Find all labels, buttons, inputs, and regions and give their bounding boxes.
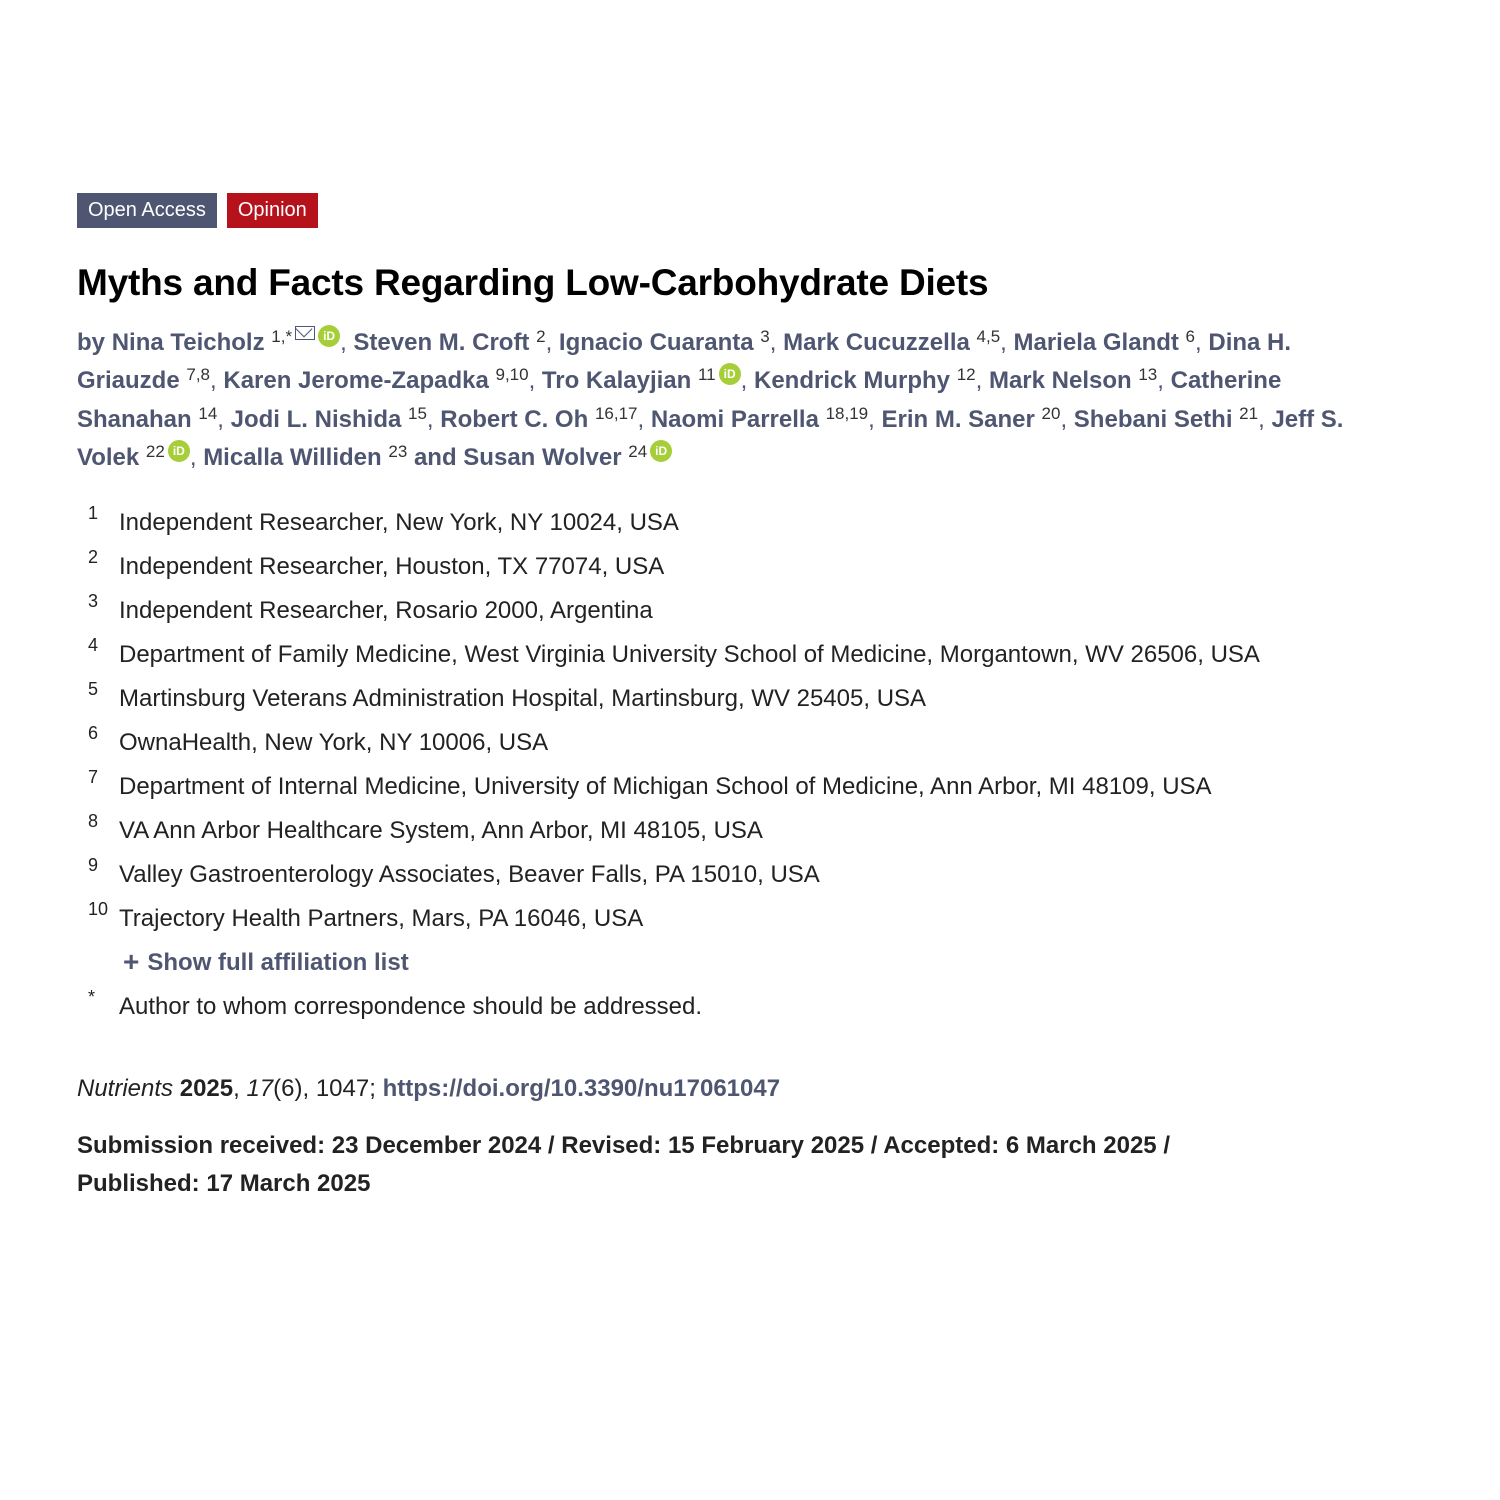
author-affiliation-number: 23 — [388, 441, 408, 461]
author-affiliation-number: 6 — [1185, 327, 1196, 346]
orcid-icon[interactable]: iD — [168, 440, 190, 462]
author-separator: , — [975, 367, 989, 395]
author-link[interactable]: Steven M. Croft — [353, 329, 530, 356]
author-affiliation-number: 2 — [536, 327, 546, 346]
author-separator: , — [1157, 367, 1171, 395]
author-separator: , — [189, 443, 204, 471]
affiliation-item — [77, 635, 1417, 683]
author-link[interactable]: Micalla Williden — [203, 443, 382, 471]
author-affiliation-number: 21 — [1239, 403, 1259, 423]
author-link[interactable]: Kendrick Murphy — [753, 367, 951, 395]
affiliation-item — [77, 899, 1417, 947]
author-separator: , — [1195, 329, 1209, 356]
publication-dates — [77, 1127, 1277, 1203]
author-separator: , — [740, 367, 754, 395]
author-affiliation-number: 20 — [1041, 403, 1061, 423]
author-separator: , — [868, 405, 882, 433]
author-link[interactable]: Mariela Glandt — [1013, 329, 1179, 356]
affiliation-item — [77, 547, 1417, 595]
affiliation-text: Department of Internal Medicine, University of Michigan School of Medicine, Ann Arbor, MI 48109, USA — [119, 773, 1212, 801]
author-affiliation-number: 13 — [1138, 365, 1158, 385]
author-separator: , — [545, 329, 559, 356]
affiliation-item — [77, 591, 1417, 639]
affiliation-text: Valley Gastroenterology Associates, Beaver Falls, PA 15010, USA — [119, 861, 820, 889]
author-separator: , — [528, 367, 542, 395]
author-link[interactable]: Mark Nelson — [988, 367, 1132, 395]
author-separator: , — [637, 405, 651, 433]
author-separator: , — [769, 329, 784, 356]
author-affiliation-number: 4,5 — [976, 327, 1001, 346]
author-affiliation-number: 1,* — [271, 327, 293, 346]
author-affiliation-number: 24 — [628, 441, 648, 461]
author-affiliation-number: 14 — [198, 403, 218, 423]
citation: Nutrients 2025, 17(6), 1047; https://doi.org/10.3390/nu17061047 — [77, 1075, 781, 1103]
author-link[interactable]: Susan Wolver — [463, 443, 622, 471]
affiliation-item — [77, 767, 1417, 815]
affiliation-item — [77, 503, 1417, 551]
author-affiliation-number: 7,8 — [186, 365, 211, 385]
author-link[interactable]: Jodi L. Nishida — [230, 405, 402, 433]
orcid-icon[interactable]: iD — [650, 440, 672, 462]
article-header — [77, 193, 1417, 1203]
article-title: Myths and Facts Regarding Low-Carbohydrate Diets — [77, 262, 989, 303]
author-list — [77, 324, 1397, 477]
affiliation-number: 6 — [88, 723, 99, 744]
affiliation-number: 5 — [88, 679, 99, 700]
author-affiliation-number: 18,19 — [825, 403, 869, 423]
affiliation-number: 7 — [88, 767, 99, 788]
affiliation-text: Department of Family Medicine, West Virginia University School of Medicine, Morgantown, WV 26506, USA — [119, 641, 1260, 669]
citation-issue-pages: (6), 1047; — [273, 1075, 376, 1103]
author-affiliation-number: 11 — [697, 365, 716, 385]
open-access-badge[interactable]: Open Access — [77, 193, 217, 228]
author-separator: , — [1060, 405, 1074, 433]
affiliation-text: Trajectory Health Partners, Mars, PA 16046, USA — [119, 905, 644, 933]
affiliation-number: 10 — [88, 899, 109, 920]
author-separator: , — [217, 405, 231, 433]
orcid-icon[interactable]: iD — [719, 363, 741, 385]
author-separator: , — [1258, 405, 1272, 433]
affiliation-text: Independent Researcher, New York, NY 10024, USA — [119, 509, 679, 537]
correspondence-mark: * — [88, 987, 96, 1008]
by-label: by — [77, 329, 106, 356]
dates-line-1: Submission received: 23 December 2024 / Revised: 15 February 2025 / Accepted: 6 March 2025 / — [77, 1132, 1170, 1160]
author-link[interactable]: Naomi Parrella — [650, 405, 819, 433]
author-separator: , — [426, 405, 441, 433]
author-link[interactable]: Nina Teicholz — [111, 329, 265, 356]
show-full-affiliation-list-button[interactable] — [77, 947, 1417, 991]
affiliation-list — [77, 503, 1417, 947]
and-label: and — [413, 443, 457, 471]
article-type-badge[interactable]: Opinion — [227, 193, 318, 228]
affiliation-text: OwnaHealth, New York, NY 10006, USA — [119, 729, 549, 757]
affiliation-item — [77, 723, 1417, 771]
dates-line-2: Published: 17 March 2025 — [77, 1170, 371, 1198]
mail-icon[interactable] — [295, 326, 315, 340]
citation-year: 2025 — [179, 1075, 234, 1103]
author-affiliation-number: 12 — [956, 365, 976, 385]
author-separator: , — [210, 367, 224, 395]
author-link[interactable]: Tro Kalayjian — [541, 367, 692, 395]
author-link[interactable]: Ignacio Cuaranta — [558, 329, 754, 356]
show-full-affiliation-label: Show full affiliation list — [147, 949, 409, 977]
affiliation-item — [77, 679, 1417, 727]
author-affiliation-number: 16,17 — [594, 403, 638, 423]
affiliation-number: 9 — [88, 855, 99, 876]
orcid-icon[interactable]: iD — [318, 325, 340, 347]
correspondence-text: Author to whom correspondence should be addressed. — [119, 993, 703, 1021]
affiliation-number: 4 — [88, 635, 99, 656]
author-link[interactable]: Jeff S. Volek — [77, 405, 1344, 471]
author-link[interactable]: Karen Jerome-Zapadka — [223, 367, 489, 395]
author-link[interactable]: Erin M. Saner — [881, 405, 1035, 433]
author-affiliation-number: 9,10 — [495, 365, 529, 385]
author-link[interactable]: Catherine Shanahan — [77, 367, 1282, 433]
affiliation-number: 1 — [88, 503, 99, 524]
correspondence-note — [77, 987, 1417, 1035]
author-link[interactable]: Robert C. Oh — [440, 405, 589, 433]
author-affiliation-number: 3 — [760, 327, 770, 346]
author-link[interactable]: Dina H. Griauzde — [77, 329, 1292, 395]
affiliation-item — [77, 855, 1417, 903]
affiliation-item — [77, 811, 1417, 859]
affiliation-number: 8 — [88, 811, 99, 832]
badge-row — [77, 193, 1417, 228]
author-affiliation-number: 22 — [145, 441, 165, 461]
affiliation-text: Martinsburg Veterans Administration Hospital, Martinsburg, WV 25405, USA — [119, 685, 927, 713]
affiliation-text: Independent Researcher, Houston, TX 77074, USA — [119, 553, 665, 581]
affiliation-text: VA Ann Arbor Healthcare System, Ann Arbor, MI 48105, USA — [119, 817, 763, 845]
author-affiliation-number: 15 — [408, 403, 427, 423]
author-link[interactable]: Shebani Sethi — [1073, 405, 1233, 433]
affiliation-number: 2 — [88, 547, 99, 568]
author-separator: , — [340, 329, 354, 356]
plus-icon: + — [123, 946, 140, 978]
author-separator: , — [1000, 329, 1014, 356]
doi-link[interactable]: https://doi.org/10.3390/nu17061047 — [382, 1075, 781, 1103]
author-link[interactable]: Mark Cucuzzella — [783, 329, 970, 356]
journal-name: Nutrients — [77, 1075, 174, 1103]
affiliation-number: 3 — [88, 591, 99, 612]
affiliation-text: Independent Researcher, Rosario 2000, Argentina — [119, 597, 653, 625]
citation-volume: 17 — [246, 1075, 274, 1103]
